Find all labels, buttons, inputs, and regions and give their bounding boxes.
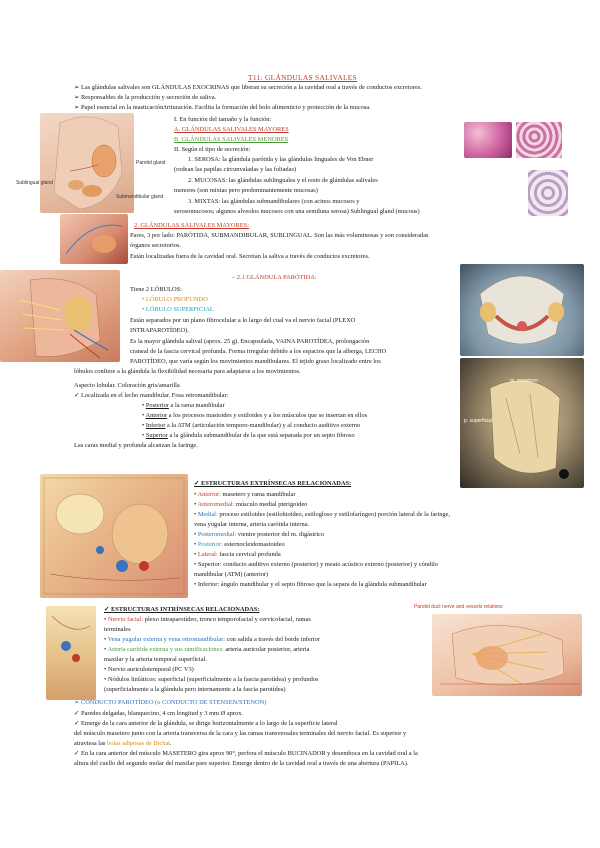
aspecto: Aspecto lobular. Coloración gris/amarilla — [74, 382, 180, 389]
loc-superior: • Superior a la glándula submandibular de la que está separada por un septo fibroso — [142, 432, 355, 439]
page-title: T11: GLÁNDULAS SALIVALES — [248, 73, 358, 82]
intro-line-3: ➢ Papel esencial en la masticación/trituración. Facilita la formación del bolo alimenticio y protección de la mucosa. — [74, 104, 371, 111]
int-ganglios-2: (superficialmente a la glándula pero internamente a la fascia parotídea) — [104, 686, 286, 693]
facial-nerve-drawing — [432, 614, 582, 696]
lobulo-superficial: • LÓBULO SUPERFICIAL — [142, 306, 214, 313]
intro-line-2: ➢ Responsables de la producción y secreción de saliva. — [74, 94, 217, 101]
coronal-section-drawing — [46, 606, 96, 700]
skull-drawing — [460, 264, 584, 356]
ext-inferior: • Inferior: ángulo mandibular y el septo fibroso que la separa de la glándula submandibular — [194, 581, 427, 588]
ext-anterior: • Anterior: masetero y rama mandibular — [194, 491, 296, 498]
parotida-l2: INTRAPAROTÍDEO). — [130, 327, 189, 334]
conducto-l3: del músculo masetero junto con la arteria transversa de la cara y las ramas transversales terminales del nervio facial. Es superior y — [74, 730, 407, 737]
int-nervio-facial: • Nervio facial: plexo intraparotídeo, tronco temporofacial y cervicofacial, ramas — [104, 616, 311, 623]
major-glands-drawing — [60, 214, 128, 264]
major-glands-illustration — [60, 214, 128, 264]
parotida-l5: PAROTÍDEO, que varía según los movimientos mandibulares. El tejido graso localizado entre los — [130, 358, 381, 365]
ext-posterior: • Posterior: esternocleidomastoideo — [194, 541, 285, 548]
label-p-superficial: p. superficial — [464, 418, 493, 424]
localizacion: ✓ Localizada en el lecho mandibular. Fosa retromandibular: — [74, 392, 229, 399]
conducto-l1: ✓ Paredes delgadas, blanquecino, 4 cm longitud y 3 mm Ø aprox. — [74, 710, 243, 717]
label-submandibular: Submandibular gland — [116, 194, 164, 200]
conducto-l2: ✓ Emerge de la cara anterior de la glándula, se dirige horizontalmente a lo largo de la superficie lateral — [74, 720, 338, 727]
cross-section-illustration — [40, 474, 188, 598]
class-s1: 1. SEROSA: la glándula parótida y las glándulas linguales de Von Ebner — [188, 156, 374, 163]
parotida-l1: Están separados por un plano fibrocelular a lo largo del cual va el nervio facial (PLEXO — [130, 317, 356, 324]
class-s1b: (rodean las papilas circunvaladas y las foliadas) — [174, 166, 297, 173]
class-s3: 3. MIXTAS: las glándulas submandibulares (con acinos mucosos y — [188, 198, 360, 205]
int-nervio-auriculotemporal: • Nervio auriculotemporal (PC V3) — [104, 666, 194, 673]
extrinsecas-heading: ✓ ESTRUCTURAS EXTRÍNSECAS RELACIONADAS: — [194, 480, 352, 487]
class-s2: 2. MUCOSAS: las glándulas sublinguales y el resto de glándulas salivales — [188, 177, 378, 184]
int-arteria-2: maxilar y la arteria temporal superficial. — [104, 656, 207, 663]
label-m-masetero: m. masetero — [510, 378, 538, 384]
ext-medial: • Medial: proceso estiloides (estilohioideo, estilogloso y estilofaríngeo) porción lateral de la faringe, — [194, 511, 451, 518]
label-sublingual: Sublingual gland — [16, 180, 53, 186]
parotida-lobulos: Tiene 2 LÓBULOS: — [130, 286, 182, 293]
coronal-section-illustration — [46, 606, 96, 700]
class-s2b: menores (son mixtas pero predominantemente mucosas) — [174, 187, 318, 194]
class-a: A. GLÁNDULAS SALIVALES MAYORES — [174, 126, 289, 133]
parotida-l4: craneal de la fascia cervical profunda. Forma irregular debido a los espacios que la alberga, LECHO — [130, 348, 387, 355]
mayores-heading: 2. GLÁNDULAS SALIVALES MAYORES: — [134, 222, 250, 229]
ext-medial-2: vena yugular interna, arteria carótida interna. — [194, 521, 310, 528]
int-nervio-facial-2: terminales — [104, 626, 131, 633]
lobulo-profundo: • LÓBULO PROFUNDO — [142, 296, 208, 303]
parotid-dissection-drawing — [0, 270, 120, 362]
loc-inferior: • Inferior a la ATM (articulación temporo-mandibular) y al conducto auditivo externo — [142, 422, 361, 429]
label-parotid: Parotid gland — [136, 160, 166, 166]
mayores-l3: Están localizadas fuera de la cavidad oral. Secretan la saliva a través de conductos excretores. — [130, 253, 370, 260]
class-b: B. GLÁNDULAS SALIVALES MENORES — [174, 136, 289, 143]
histology-serous-image — [464, 122, 512, 158]
conducto-heading: ➢ CONDUCTO PAROTÍDEO (o CONDUCTO DE STENSEN/STENON) — [74, 699, 267, 706]
class-ii: II. Según el tipo de secreción: — [174, 146, 251, 153]
int-vena: • Vena yugular externa y vena retromandibular: con salida a través del borde inferior — [104, 636, 320, 643]
skull-parotid-3d — [460, 264, 584, 356]
class-i: I. En función del tamaño y la función: — [174, 116, 272, 123]
right-figure-caption: Parotid duct nerve and vessels relations — [414, 604, 503, 610]
parotida-l3: Es la mayor glándula salival (aprox. 25 g). Encapsulada, VAINA PAROTÍDEA, prolongación — [130, 338, 370, 345]
loc-posterior: • Posterior a la rama mandibular — [142, 402, 225, 409]
facial-nerve-diagram — [432, 614, 582, 696]
parotida-heading: – 2.1 GLÁNDULA PARÓTIDA: — [232, 274, 317, 281]
conducto-l6: altura del cuello del segundo molar del maxilar pare superior. Emerge dentro de la cavidad oral a través de una abertura (PAPILA). — [74, 760, 409, 767]
class-s3b: serosomucosos; algunos alveolos mucosos con una semiluna serosa) Sublingual gland (mucous) — [174, 208, 420, 215]
caras: Las caras medial y profunda alcanzan la faringe. — [74, 442, 198, 449]
loc-anterior: • Anterior a los procesos mastoides y estiloides y a los músculos que se insertan en ellos — [142, 412, 368, 419]
mayores-l1: Pares, 3 por lado: PARÓTIDA, SUBMANDIBULAR, SUBLINGUAL. Son las más voluminosas y son consideradas — [130, 232, 429, 239]
intro-line-1: ➢ Las glándulas salivales son GLÁNDULAS EXOCRINAS que liberan su secreción a la cavidad oral a través de conductos excretores. — [74, 84, 422, 91]
ext-lateral: • Lateral: fascia cervical profunda — [194, 551, 281, 558]
conducto-l5: ✓ En la cara anterior del músculo MASETERO gira aprox 90°, perfora el músculo BUCINADOR y desemboca en la cavidad oral a la — [74, 750, 418, 757]
mayores-l2: órganos secretorios. — [130, 242, 181, 249]
int-ganglios: • Nódulos linfáticos: superficial (superficialmente a la fascia parotídea) y profundos — [104, 676, 319, 683]
ext-posteromedial: • Posteromedial: vientre posterior del m. digástrico — [194, 531, 325, 538]
histology-mixed-image — [528, 170, 568, 216]
ext-anteromedial: • Anteromedial: músculo medial pterigoideo — [194, 501, 308, 508]
conducto-l4: atraviesa las bolas adiposas de Bichat. — [74, 740, 172, 747]
ext-superior: • Superior: conducto auditivo externo (posterior) y meato acústico externo (posterior) y cóndilo — [194, 561, 438, 568]
int-arteria: • Arteria carótida externa y sus ramificaciones: arteria auricular posterior, arteria — [104, 646, 310, 653]
parotid-dissection-illustration — [0, 270, 120, 362]
cross-section-drawing — [40, 474, 188, 598]
histology-mucous-image — [516, 122, 562, 158]
ext-superior-2: mandibular (ATM) (anterior) — [194, 571, 269, 578]
parotida-l6: lóbulos confiere a la glándula la flexibilidad necesaria para adaptarse a los movimientos. — [74, 368, 301, 375]
intrinsecas-heading: ✓ ESTRUCTURAS INTRÍNSECAS RELACIONADAS: — [104, 606, 260, 613]
